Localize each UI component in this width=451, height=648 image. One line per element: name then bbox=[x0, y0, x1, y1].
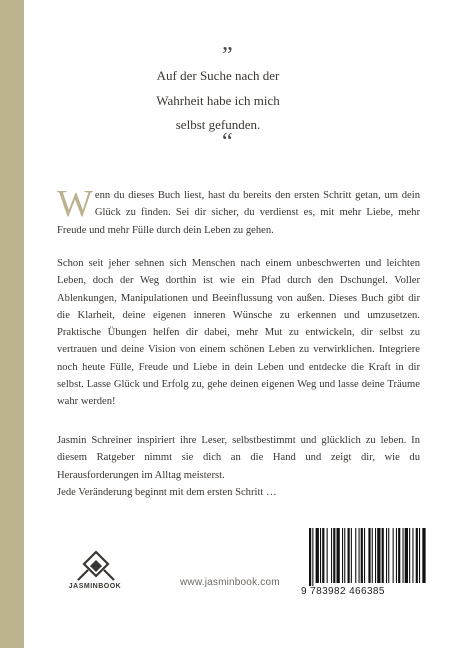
barcode-bar bbox=[409, 528, 410, 583]
barcode-bar bbox=[348, 528, 350, 583]
barcode-bar bbox=[386, 528, 387, 583]
isbn-number: 9 783982 466385 bbox=[301, 586, 385, 597]
barcode-bar bbox=[419, 528, 420, 583]
quote-line: Wahrheit habe ich mich bbox=[156, 92, 280, 108]
barcode-bar bbox=[351, 528, 352, 583]
barcode-bar bbox=[333, 528, 335, 583]
barcode-bar bbox=[382, 528, 384, 583]
barcode-bar bbox=[331, 528, 332, 583]
barcode-bar bbox=[344, 528, 345, 583]
barcode-bar bbox=[377, 528, 380, 583]
barcode-bar bbox=[364, 528, 365, 583]
barcode-bar bbox=[322, 528, 324, 583]
drop-cap-letter: W bbox=[57, 183, 93, 225]
paragraph-author: Jasmin Schreiner inspiriert ihre Leser, selbstbestimmt und glücklich zu leben. In diesem Ratgeber nimmt sie dich an die Hand und zeigt dir, wie du Herausforderungen im Alltag meisterst. bbox=[57, 435, 420, 481]
quote-block bbox=[118, 64, 318, 138]
barcode-bar bbox=[359, 528, 360, 583]
paragraph-closing: Jede Veränderung beginnt mit dem ersten Schritt … bbox=[57, 487, 277, 498]
barcode-bars bbox=[301, 526, 428, 586]
barcode-bar bbox=[312, 528, 313, 586]
jasminbook-logo-icon bbox=[68, 548, 124, 598]
barcode-bar bbox=[412, 528, 413, 583]
barcode-bar bbox=[355, 528, 356, 583]
barcode-bar bbox=[320, 528, 321, 583]
isbn-barcode bbox=[301, 526, 428, 600]
paragraph-main: Schon seit jeher sehnen sich Menschen nach einem unbeschwerten und leichten Leben, doch der Weg dorthin ist wie ein Pfad durch den Dschungel. Voller Ablenkungen, Manipulationen und Beeinflussung von außen. Dieses Buch gibt dir die Klarheit, deine eigenen inneren Wünsche zu erkennen und umzusetzen. Praktische Übungen helfen dir dabei, mehr Mut zu entwickeln, dir selbst zu vertrauen und deine Vision von einem schönen Leben zu verwirklichen. Integriere noch heute Fülle, Freude und Liebe in dein Leben und entdecke die Kraft in dir selbst. Lasse Glück und Erfolg zu, gehe deinen eigenen Weg und lasse deine Träume wahr werden! bbox=[57, 258, 420, 408]
quote-open-mark: ” bbox=[222, 43, 232, 69]
barcode-bar bbox=[405, 528, 408, 583]
back-cover-page bbox=[24, 0, 451, 648]
publisher-url: www.jasminbook.com bbox=[180, 577, 280, 588]
barcode-bar bbox=[342, 528, 343, 583]
quote-line: Auf der Suche nach der bbox=[156, 68, 280, 83]
barcode-bar bbox=[393, 528, 394, 583]
paragraph-intro-text: enn du dieses Buch liest, hast du bereits den ersten Schritt getan, um dein Glück zu finden. Sei dir sicher, du verdienst es, mit mehr Liebe, mehr Freude und mehr Fülle durch dein Leben zu gehen. bbox=[57, 190, 420, 236]
barcode-bar bbox=[368, 528, 370, 583]
quote-close-mark: “ bbox=[222, 129, 232, 155]
barcode-bar bbox=[309, 528, 311, 586]
barcode-bar bbox=[388, 528, 389, 583]
barcode-bar bbox=[396, 528, 397, 583]
barcode-bar bbox=[398, 528, 400, 583]
barcode-bar bbox=[375, 528, 376, 583]
barcode-bar bbox=[372, 528, 373, 583]
barcode-bar bbox=[316, 528, 319, 583]
book-spine-strip bbox=[0, 0, 24, 648]
barcode-bar bbox=[403, 528, 404, 583]
barcode-bar bbox=[416, 528, 418, 583]
paragraph-intro bbox=[57, 183, 420, 239]
barcode-bar bbox=[422, 528, 425, 583]
publisher-name: JASMINBOOK bbox=[68, 583, 122, 590]
quote-line: selbst gefunden. bbox=[175, 117, 261, 132]
barcode-bar bbox=[337, 528, 340, 583]
barcode-bar bbox=[361, 528, 363, 583]
barcode-bar bbox=[327, 528, 328, 583]
